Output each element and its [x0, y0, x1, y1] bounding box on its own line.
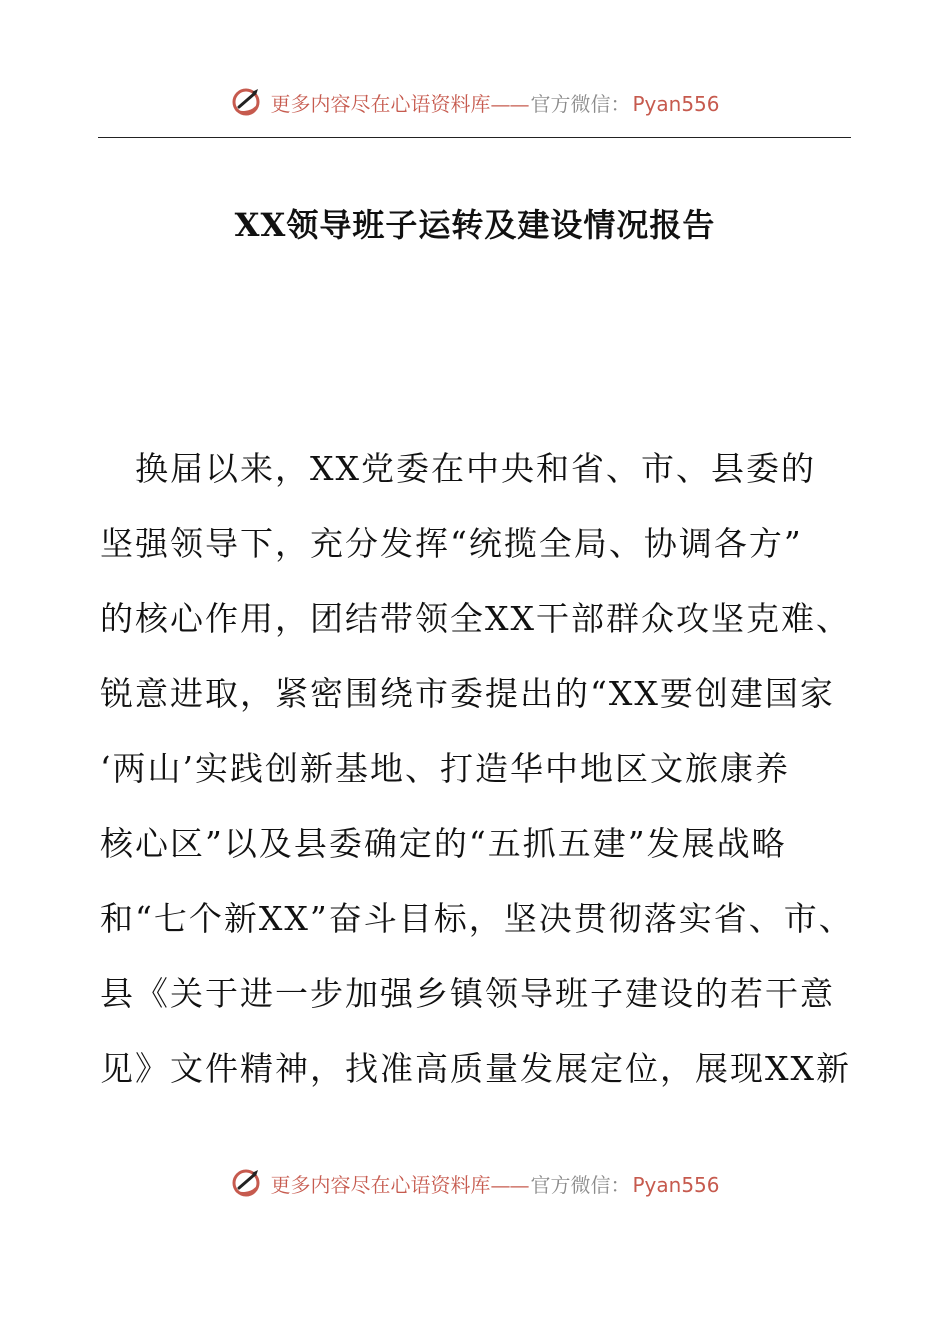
- body-line: 县《关于进一步加强乡镇领导班子建设的若干意: [100, 974, 835, 1013]
- body-line: ‘两山’实践创新基地、打造华中地区文旅康养: [100, 749, 790, 788]
- banner-dash: ——: [490, 91, 529, 116]
- banner-main-text: 更多内容尽在心语资料库: [270, 1172, 491, 1197]
- banner-wechat-id: Pyan556: [632, 1172, 720, 1197]
- body-line: 锐意进取，紧密围绕市委提出的“XX要创建国家: [100, 674, 835, 713]
- footer-banner: [0, 1163, 950, 1203]
- banner-official-label: 官方微信：: [530, 1172, 631, 1197]
- banner-main-text: 更多内容尽在心语资料库: [270, 91, 491, 116]
- pen-swirl-logo-icon: [230, 1166, 264, 1200]
- footer-banner-text: [270, 1169, 719, 1198]
- banner-official-label: 官方微信：: [530, 91, 631, 116]
- document-title: XX领导班子运转及建设情况报告: [234, 206, 716, 244]
- header-banner: [0, 82, 950, 122]
- body-line: 换届以来，XX党委在中央和省、市、县委的: [100, 449, 816, 488]
- body-line: 和“七个新XX”奋斗目标，坚决贯彻落实省、市、: [100, 899, 854, 938]
- body-line: 坚强领导下，充分发挥“统揽全局、协调各方”: [100, 524, 803, 563]
- document-body: [100, 442, 890, 1117]
- body-line: 的核心作用，团结带领全XX干部群众攻坚克难、: [100, 599, 851, 638]
- header-banner-text: [270, 88, 719, 117]
- body-line: 见》文件精神，找准高质量发展定位，展现XX新: [100, 1049, 851, 1088]
- banner-dash: ——: [490, 1172, 529, 1197]
- body-line: 核心区”以及县委确定的“五抓五建”发展战略: [100, 824, 787, 863]
- header-divider: [98, 137, 851, 138]
- pen-swirl-logo-icon: [230, 85, 264, 119]
- banner-wechat-id: Pyan556: [632, 91, 720, 116]
